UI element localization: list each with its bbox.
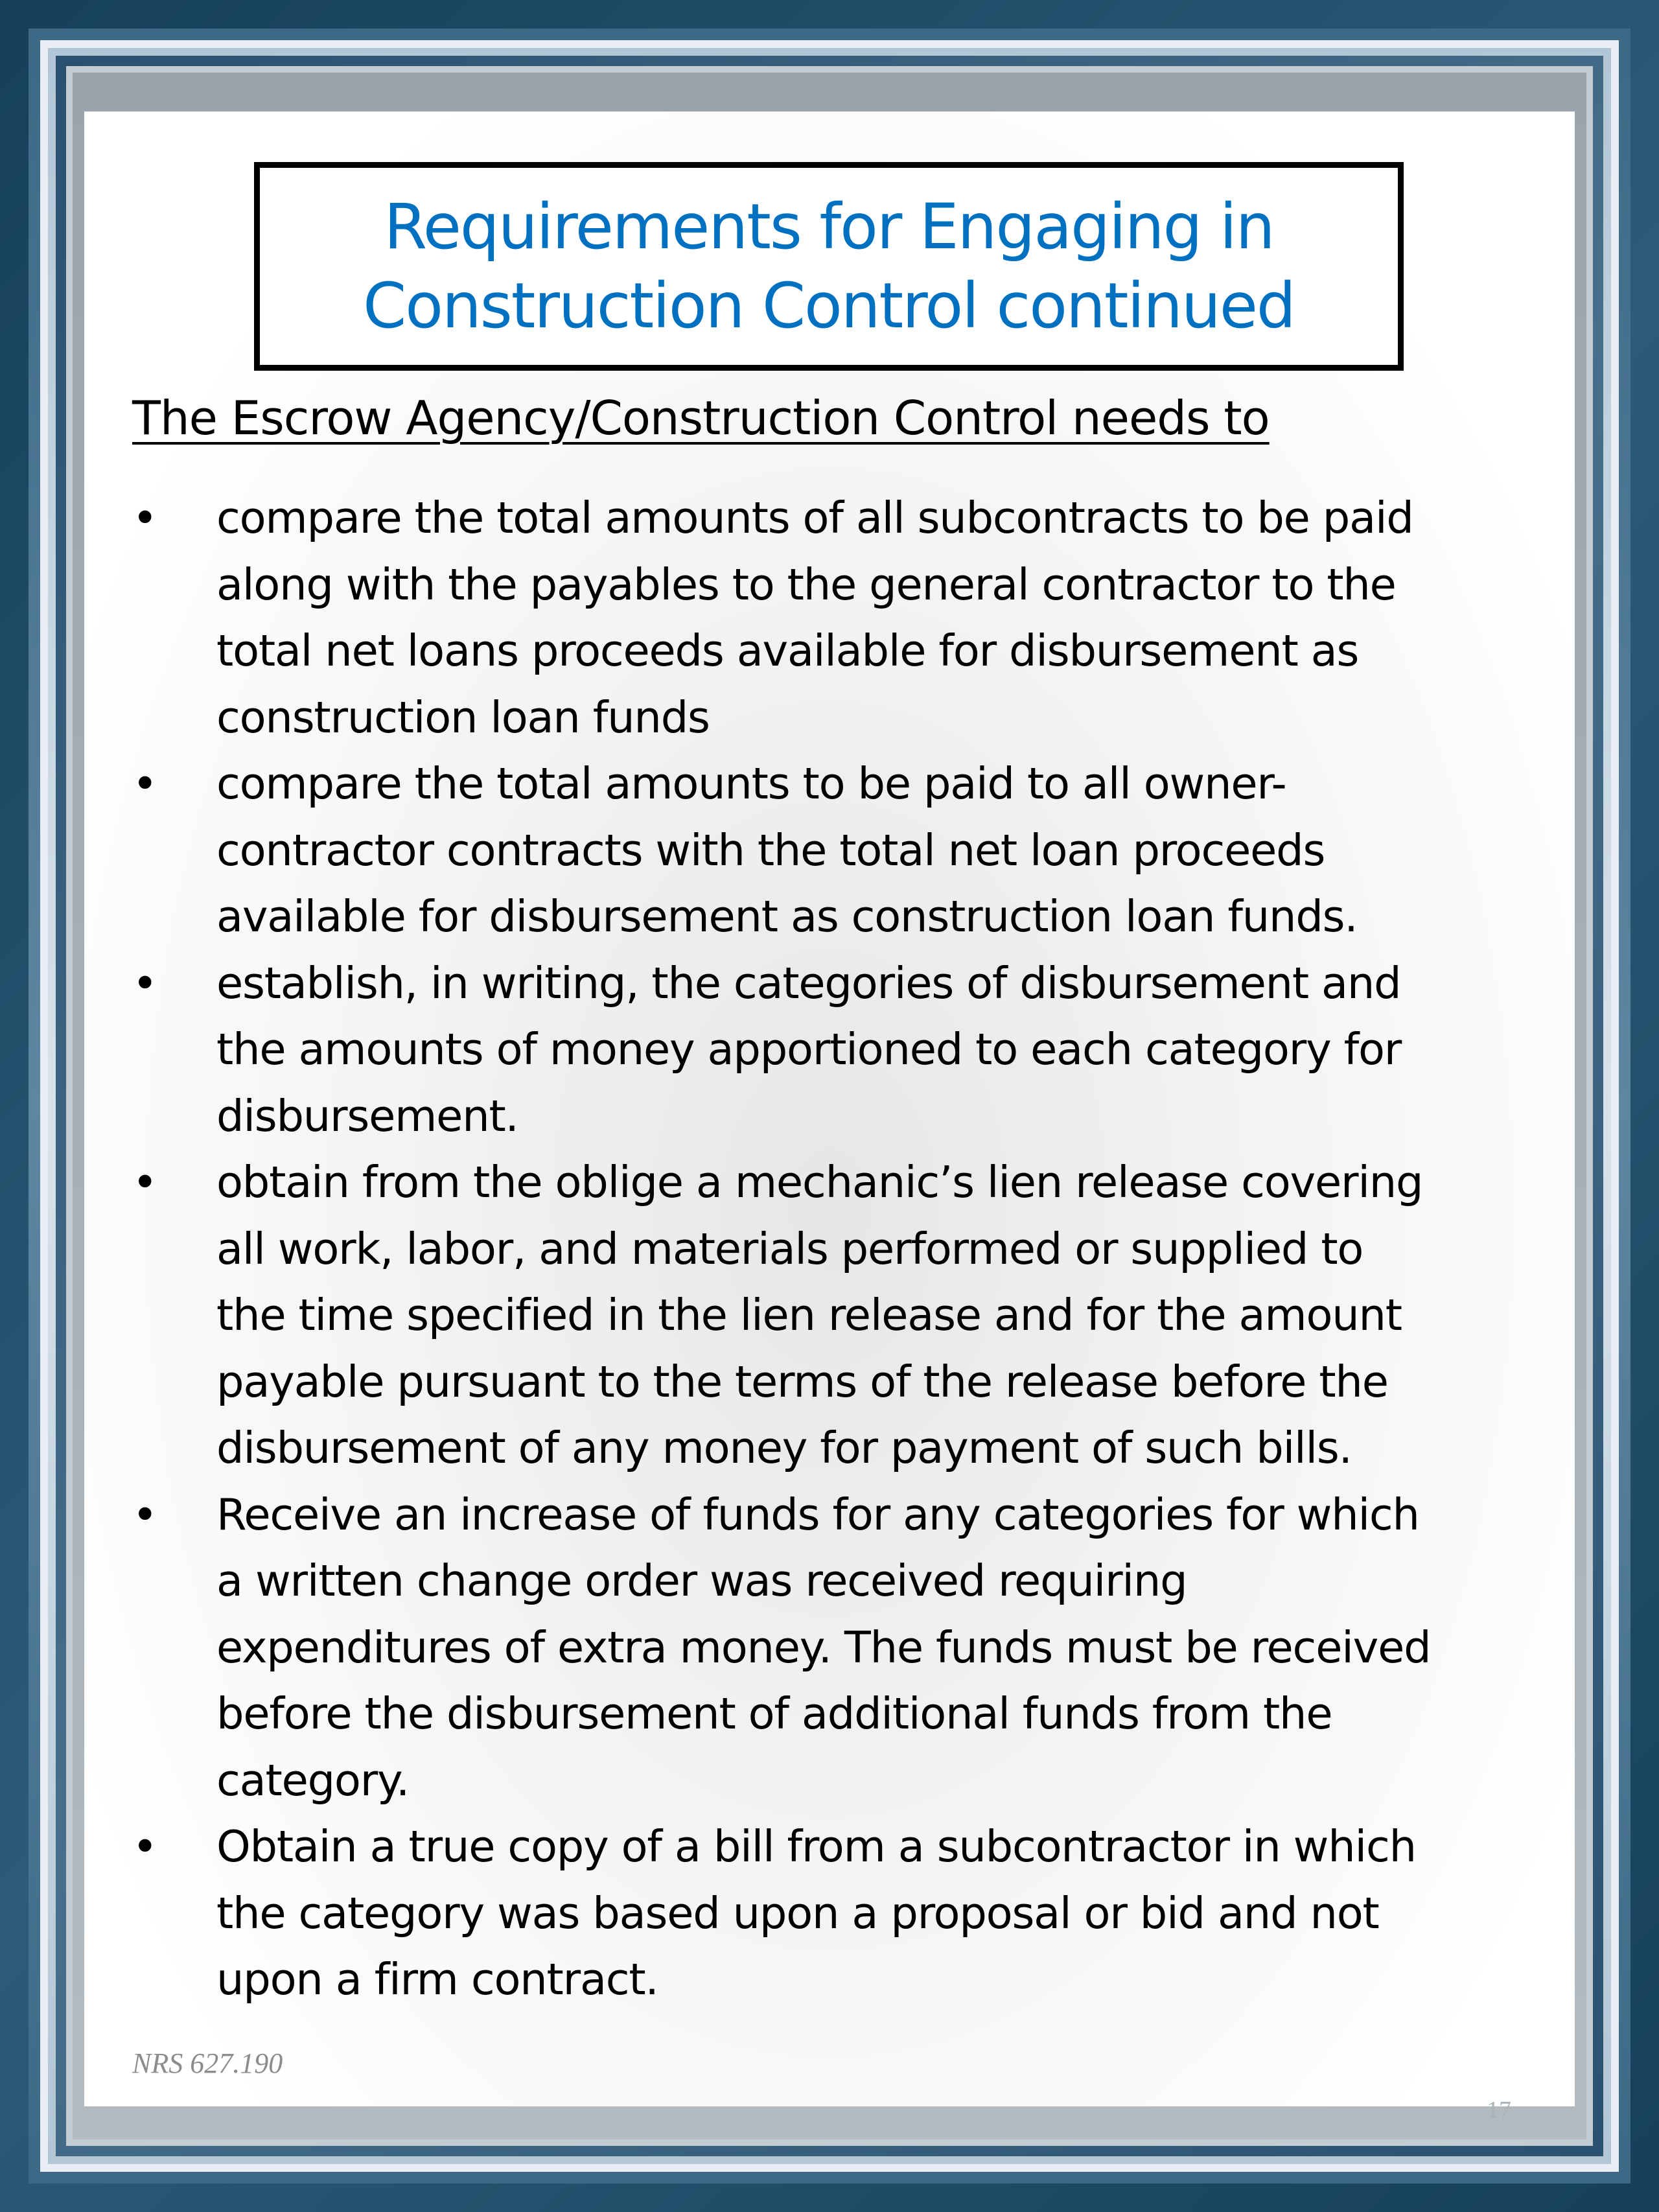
slide-subtitle: The Escrow Agency/Construction Control needs to: [132, 391, 1270, 445]
bullet-text-line: category.: [216, 1754, 410, 1806]
bullet-text-line: disbursement.: [216, 1090, 518, 1141]
slide-title-line: Construction Control continued: [363, 270, 1295, 342]
bullet-item: [132, 1149, 1545, 1482]
bullet-item: [132, 1813, 1545, 2013]
slide-title: [363, 187, 1295, 345]
bullet-text-line: expenditures of extra money. The funds must be received: [216, 1622, 1431, 1673]
bullet-text-line: total net loans proceeds available for disbursement as: [216, 625, 1359, 676]
bullet-text-line: compare the total amounts of all subcontracts to be paid: [216, 493, 1413, 543]
bullet-text-line: Receive an increase of funds for any categories for which: [216, 1489, 1419, 1540]
bullet-text-line: obtain from the oblige a mechanic’s lien release covering: [216, 1157, 1423, 1207]
slide-title-line: Requirements for Engaging in: [384, 191, 1274, 263]
title-box: [254, 162, 1404, 371]
page-number: 17: [1487, 2097, 1511, 2124]
bullet-text-line: before the disbursement of additional funds from the: [216, 1688, 1332, 1739]
bullet-dot: •: [132, 1821, 157, 1872]
bullet-dot: •: [132, 758, 157, 809]
bullet-text-line: disbursement of any money for payment of such bills.: [216, 1423, 1352, 1473]
bullet-text-line: compare the total amounts to be paid to all owner-: [216, 758, 1286, 809]
citation: NRS 627.190: [132, 2047, 283, 2079]
bullet-text-line: the time specified in the lien release and for the amount: [216, 1290, 1402, 1340]
bullet-item: [132, 1482, 1545, 1814]
bullet-text-line: a written change order was received requiring: [216, 1555, 1187, 1606]
bullet-text-line: along with the payables to the general contractor to the: [216, 559, 1396, 610]
bullet-text-line: the category was based upon a proposal or bid and not: [216, 1887, 1379, 1938]
bullet-text-line: payable pursuant to the terms of the release before the: [216, 1356, 1388, 1407]
bullet-dot: •: [132, 493, 157, 543]
bullet-text-line: contractor contracts with the total net loan proceeds: [216, 824, 1325, 876]
bullet-text-line: construction loan funds: [216, 692, 710, 743]
bullet-dot: •: [132, 957, 157, 1008]
bullet-dot: •: [132, 1489, 157, 1540]
bullet-text-line: all work, labor, and materials performed or supplied to: [216, 1223, 1363, 1274]
bullet-text-line: available for disbursement as construction loan funds.: [216, 891, 1358, 942]
bullet-list: [132, 485, 1545, 2013]
bullet-item: [132, 751, 1545, 950]
bullet-text-line: upon a firm contract.: [216, 1954, 658, 2005]
bullet-dot: •: [132, 1157, 157, 1207]
bullet-text-line: the amounts of money apportioned to each category for: [216, 1024, 1402, 1075]
bullet-item: [132, 950, 1545, 1150]
bullet-item: [132, 485, 1545, 751]
bullet-text-line: Obtain a true copy of a bill from a subcontractor in which: [216, 1821, 1416, 1872]
bullet-text-line: establish, in writing, the categories of disbursement and: [216, 957, 1401, 1008]
